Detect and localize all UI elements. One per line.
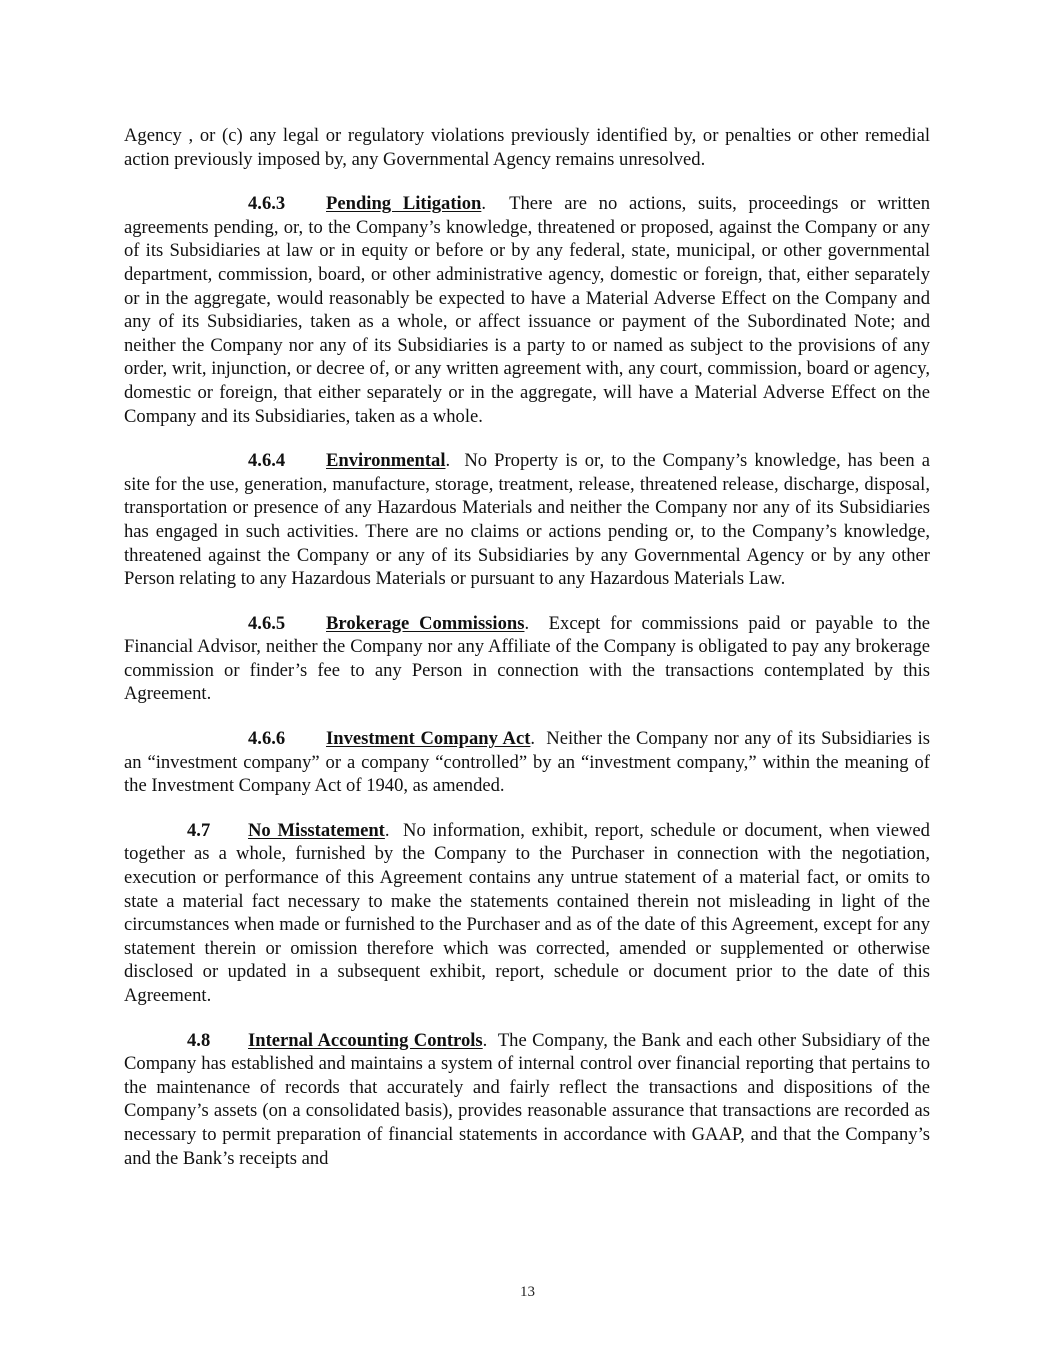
section-title: Environmental (326, 450, 446, 472)
section-4-8: 4.8 Internal Accounting Controls. The Company, the Bank and each other Subsidiary of the Company has established and maintains a system of internal control over financial reporting that pertains to the maintenance of records that accurately and fairly reflect the transactions and dispositions of the Company’s assets (on a consolidated basis), provides reasonable assurance that transactions are recorded as necessary to permit preparation of financial statements in accordance with GAAP, and that the Company’s and the Bank’s receipts and (124, 1029, 930, 1169)
document-page (124, 124, 930, 1170)
section-4-6-6: 4.6.6 Investment Company Act. Neither the Company nor any of its Subsidiaries is an “investment company” or a company “controlled” by an “investment company,” within the meaning of the Investment Company Act of 1940, as amended. (124, 728, 930, 797)
section-number: 4.6.5 (248, 612, 286, 634)
section-4-6-4: 4.6.4 Environmental. No Property is or, to the Company’s knowledge, has been a site for the use, generation, manufacture, storage, treatment, release, threatened release, discharge, disposal, transportation or presence of any Hazardous Materials and neither the Company nor any of its Subsidiaries has engaged in such activities. There are no claims or actions pending or, to the Company’s knowledge, threatened against the Company or any of its Subsidiaries by any Governmental Agency or by any other Person relating to any Hazardous Materials or pursuant to any Hazardous Materials Law. (124, 450, 930, 590)
section-title: Investment Company Act (326, 728, 531, 750)
section-number: 4.7 (187, 819, 211, 841)
section-body: Except for commissions paid or payable to the Financial Advisor, neither the Company nor any Affiliate of the Company is obligated to pay any brokerage commission or finder’s fee to any Person in connection with the transactions contemplated by this Agreement. (124, 612, 930, 705)
section-number: 4.6.4 (248, 450, 286, 472)
section-number: 4.6.6 (248, 728, 286, 750)
section-title: No Misstatement (248, 819, 385, 841)
section-4-7: 4.7 No Misstatement. No information, exhibit, report, schedule or document, when viewed together as a whole, furnished by the Company to the Purchaser in connection with the negotiation, execution or performance of this Agreement contains any untrue statement of a material fact, or omits to state a material fact necessary to make the statements contained therein not misleading in light of the circumstances when made or furnished to the Purchaser and as of the date of this Agreement, except for any statement therein or omission therefore which was corrected, amended or supplemented or otherwise disclosed or updated in a subsequent exhibit, report, schedule or document prior to the date of this Agreement. (124, 819, 930, 1006)
continuation-paragraph: Agency , or (c) any legal or regulatory violations previously identified by, or penalties or other remedial action previously imposed by, any Governmental Agency remains unresolved. (124, 125, 930, 170)
section-number: 4.6.3 (248, 193, 286, 215)
section-title: Brokerage Commissions (326, 612, 525, 634)
section-body: There are no actions, suits, proceedings or written agreements pending, or, to the Company’s knowledge, threatened or proposed, against the Company or any of its Subsidiaries at law or in equity or before or by any federal, state, municipal, or other governmental department, commission, board, or other administrative agency, domestic or foreign, that, either separately or in the aggregate, would reasonably be expected to have a Material Adverse Effect on the Company and any of its Subsidiaries, taken as a whole, or affect issuance or payment of the Subordinated Note; and neither the Company nor any of its Subsidiaries is a party to or named as subject to the provisions of any order, writ, injunction, or decree of, or any written agreement with, any court, commission, board or agency, domestic or foreign, that either separately or in the aggregate, will have a Material Adverse Effect on the Company and its Subsidiaries, taken as a whole. (124, 193, 931, 427)
section-number: 4.8 (187, 1029, 211, 1051)
section-4-6-3: 4.6.3 Pending Litigation. There are no actions, suits, proceedings or written agreements pending, or, to the Company’s knowledge, threatened or proposed, against the Company or any of its Subsidiaries at law or in equity or before or by any federal, state, municipal, or other governmental department, commission, board, or other administrative agency, domestic or foreign, that, either separately or in the aggregate, would reasonably be expected to have a Material Adverse Effect on the Company and any of its Subsidiaries, taken as a whole, or affect issuance or payment of the Subordinated Note; and neither the Company nor any of its Subsidiaries is a party to or named as subject to the provisions of any order, writ, injunction, or decree of, or any written agreement with, any court, commission, board or agency, domestic or foreign, that either separately or in the aggregate, will have a Material Adverse Effect on the Company and its Subsidiaries, taken as a whole. (124, 193, 931, 427)
section-body: The Company, the Bank and each other Subsidiary of the Company has established and maintains a system of internal control over financial reporting that pertains to the maintenance of records that accurately and fairly reflect the transactions and dispositions of the Company’s assets (on a consolidated basis), provides reasonable assurance that transactions are recorded as necessary to permit preparation of financial statements in accordance with GAAP, and that the Company’s and the Bank’s receipts and (124, 1029, 930, 1169)
page-number: 13 (520, 1284, 535, 1300)
section-title: Pending Litigation (326, 193, 482, 215)
section-body: No information, exhibit, report, schedule or document, when viewed together as a whole, furnished by the Company to the Purchaser in connection with the negotiation, execution or performance of this Agreement contains any untrue statement of a material fact, or omits to state a material fact necessary to make the statements contained therein not misleading in light of the circumstances when made or furnished to the Purchaser and as of the date of this Agreement, except for any statement therein or omission therefore which was corrected, amended or supplemented or otherwise disclosed or updated in a subsequent exhibit, report, schedule or document prior to the date of this Agreement. (124, 819, 930, 1006)
section-title: Internal Accounting Controls (248, 1029, 483, 1051)
section-body: Neither the Company nor any of its Subsidiaries is an “investment company” or a company “controlled” by an “investment company,” within the meaning of the Investment Company Act of 1940, as amended. (124, 728, 930, 797)
section-body: No Property is or, to the Company’s knowledge, has been a site for the use, generation, manufacture, storage, treatment, release, threatened release, discharge, disposal, transportation or presence of any Hazardous Materials and neither the Company nor any of its Subsidiaries has engaged in such activities. There are no claims or actions pending or, to the Company’s knowledge, threatened against the Company or any of its Subsidiaries by any Governmental Agency or by any other Person relating to any Hazardous Materials or pursuant to any Hazardous Materials Law. (124, 450, 930, 590)
section-4-6-5: 4.6.5 Brokerage Commissions. Except for commissions paid or payable to the Financial Advisor, neither the Company nor any Affiliate of the Company is obligated to pay any brokerage commission or finder’s fee to any Person in connection with the transactions contemplated by this Agreement. (124, 612, 930, 705)
